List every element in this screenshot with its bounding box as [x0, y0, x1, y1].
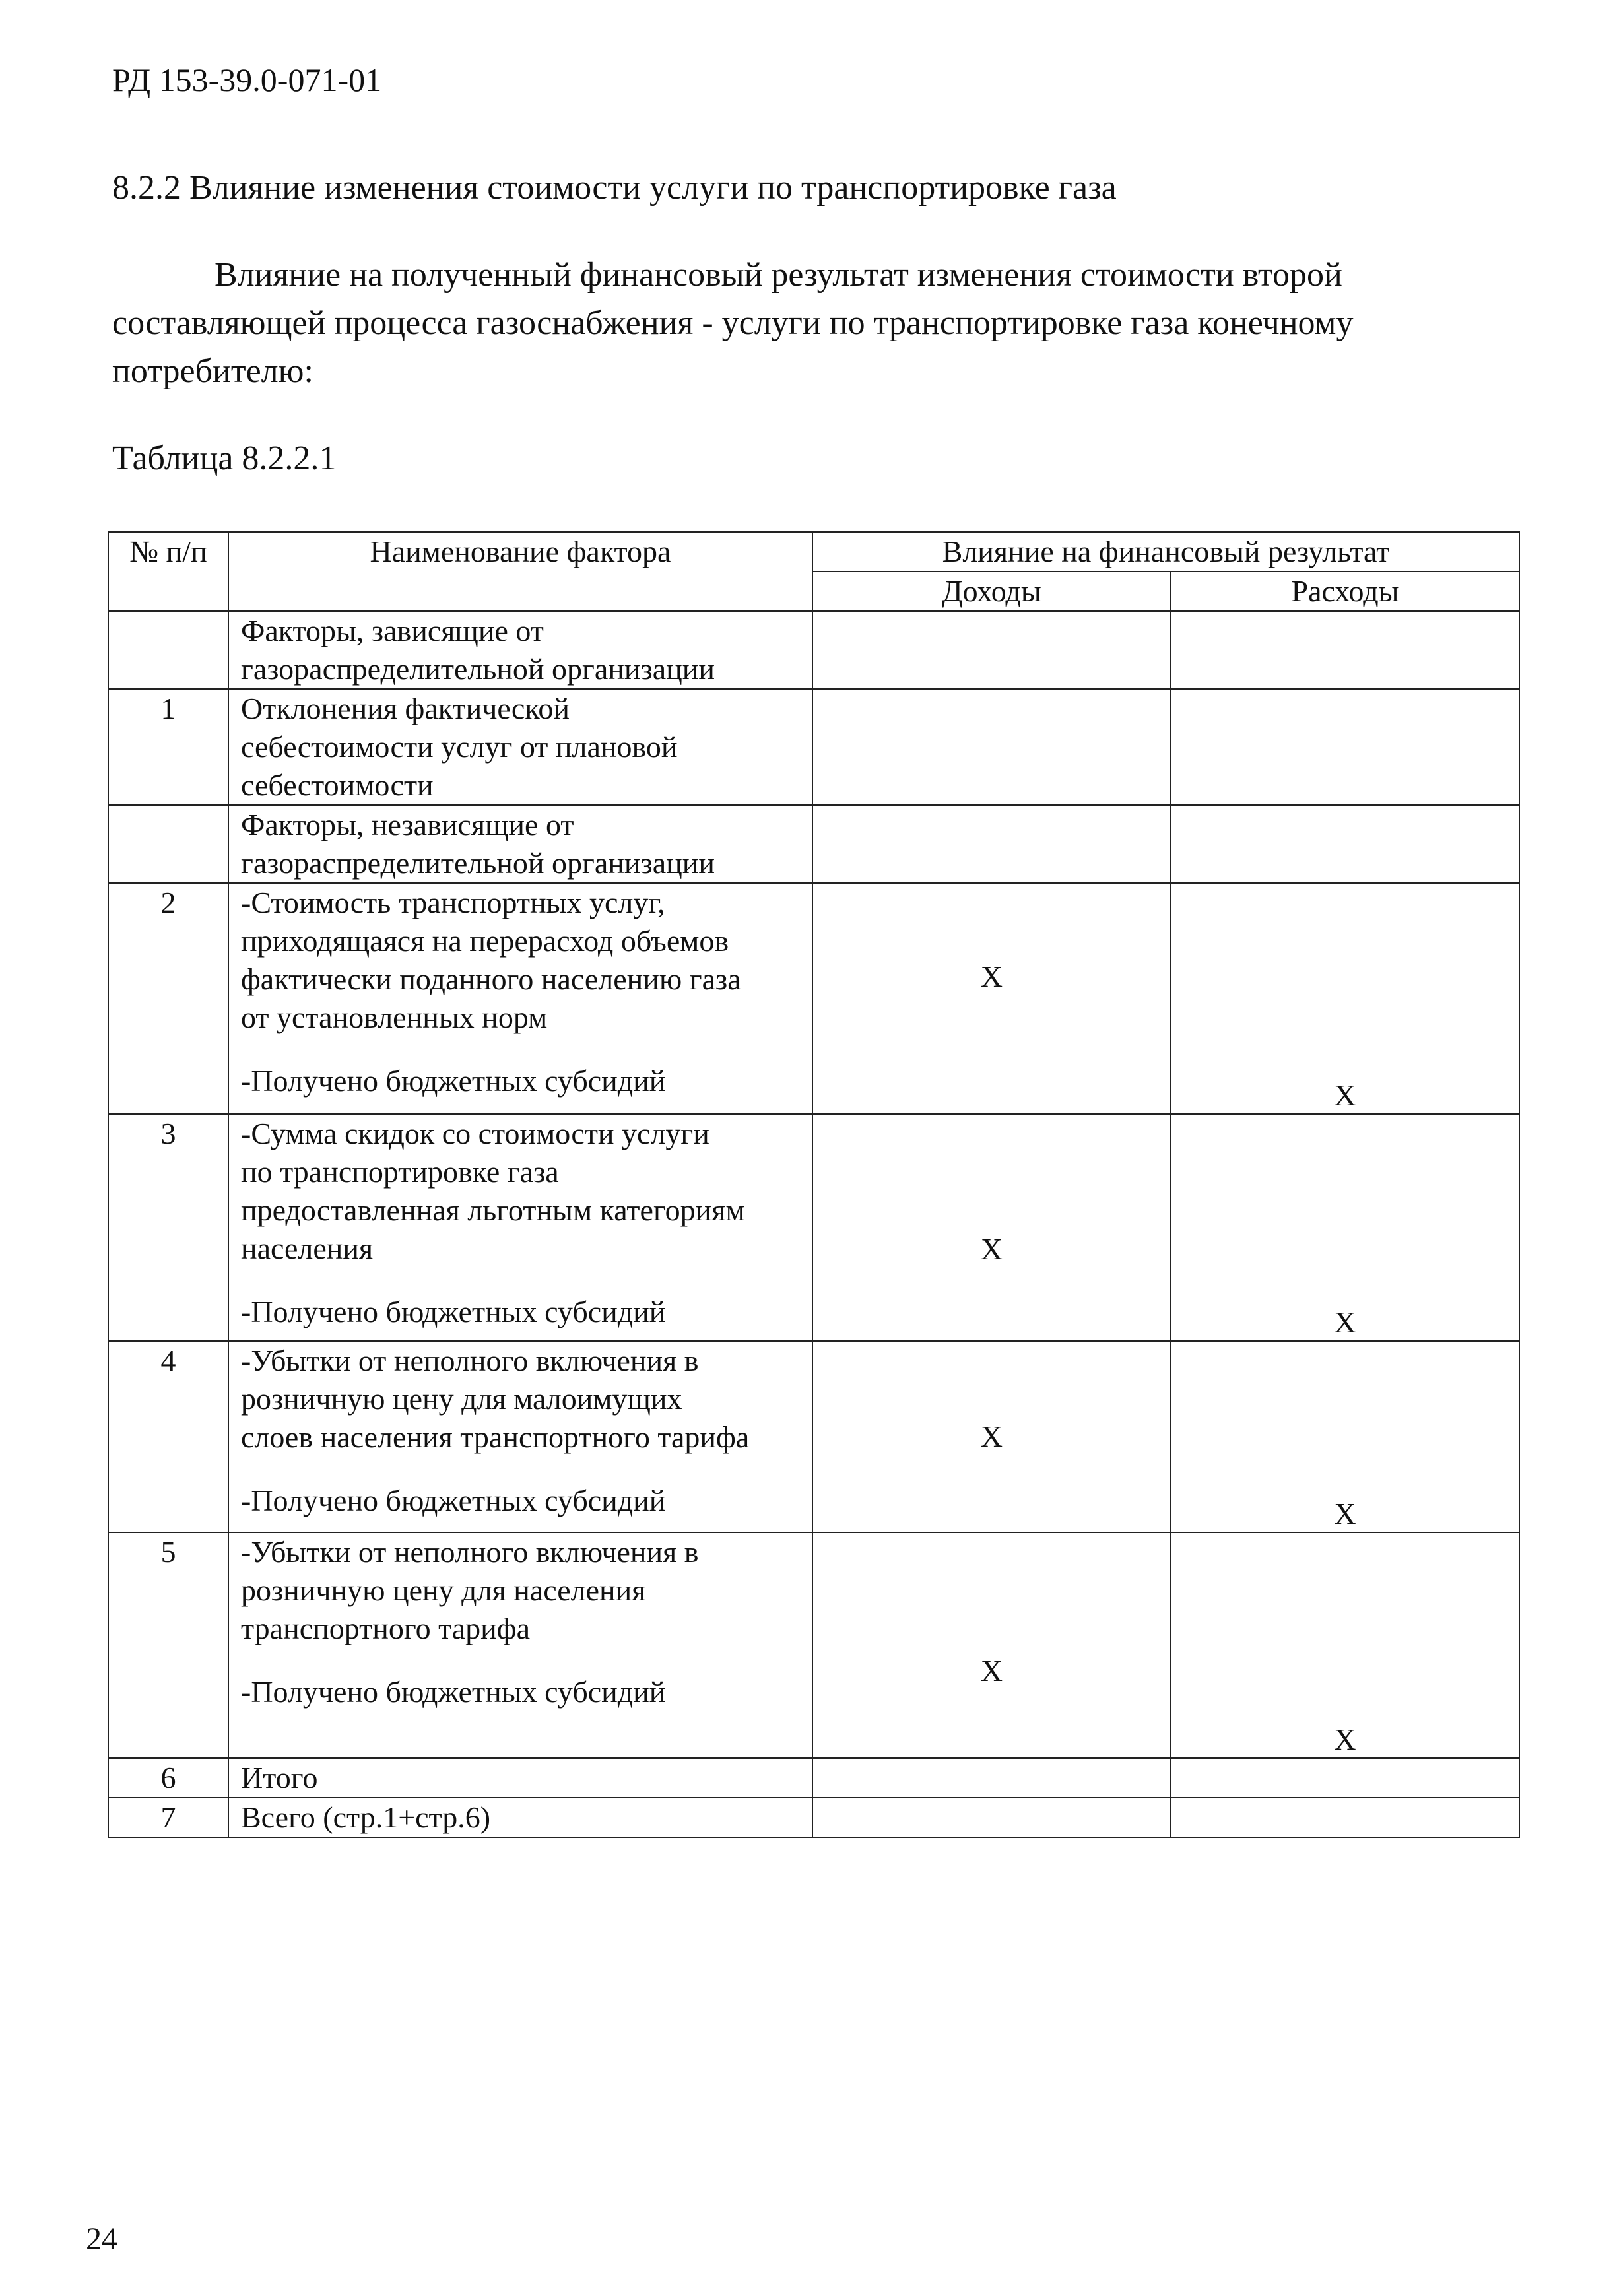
- header-influence: Влияние на финансовый результат: [812, 532, 1519, 572]
- factor-line: транспортного тарифа: [241, 1612, 530, 1645]
- factor-line: розничную цену для малоимущих: [241, 1382, 682, 1416]
- income-cell: [812, 1114, 1171, 1341]
- header-expense: Расходы: [1171, 572, 1519, 611]
- expense-mark: X: [1334, 1305, 1356, 1339]
- factor-line: газораспределительной организации: [241, 652, 715, 686]
- income-mark: X: [980, 960, 1003, 993]
- row-num: 1: [108, 689, 228, 805]
- factor-line: Факторы, независящие от: [241, 808, 574, 841]
- factor-cell: [228, 1341, 812, 1532]
- factor-line: розничную цену для населения: [241, 1573, 646, 1607]
- factor-cell: [228, 1114, 812, 1341]
- table-row: [108, 883, 1519, 1114]
- intro-line-2: составляющей процесса газоснабжения - услуги по транспортировке газа конечному: [112, 304, 1354, 342]
- factor-line: себестоимости: [241, 768, 434, 802]
- factor-cell: [228, 1798, 812, 1837]
- factor-line: слоев населения транспортного тарифа: [241, 1420, 750, 1454]
- header-factor: Наименование фактора: [228, 532, 812, 611]
- factor-line: Итого: [241, 1761, 318, 1794]
- factor-line: Отклонения фактической: [241, 692, 570, 725]
- factor-cell: [228, 805, 812, 883]
- income-cell: [812, 1532, 1171, 1758]
- income-cell: [812, 689, 1171, 805]
- table-row: [108, 1341, 1519, 1532]
- row-num: [108, 611, 228, 689]
- factor-cell: [228, 1758, 812, 1798]
- income-mark: X: [980, 1654, 1003, 1688]
- income-mark: X: [980, 1232, 1003, 1266]
- expense-cell: [1171, 805, 1519, 883]
- income-cell: [812, 1798, 1171, 1837]
- income-cell: [812, 883, 1171, 1114]
- header-num: № п/п: [108, 532, 228, 611]
- expense-cell: [1171, 1341, 1519, 1532]
- intro-line-3: потребителю:: [112, 352, 314, 390]
- factor-line: приходящаяся на перерасход объемов: [241, 924, 729, 958]
- intro-line-1: Влияние на полученный финансовый результат изменения стоимости второй: [214, 256, 1342, 294]
- expense-cell: [1171, 1758, 1519, 1798]
- factor-line: фактически поданного населению газа: [241, 962, 741, 996]
- subsidy-line: -Получено бюджетных субсидий: [241, 1675, 666, 1709]
- row-num: 5: [108, 1532, 228, 1758]
- factor-line: Всего (стр.1+стр.6): [241, 1800, 491, 1834]
- factor-line: -Убытки от неполного включения в: [241, 1344, 699, 1377]
- table-row: [108, 1114, 1519, 1341]
- subsidy-line: -Получено бюджетных субсидий: [241, 1064, 666, 1098]
- factors-table: [108, 531, 1520, 1838]
- table-row: [108, 611, 1519, 689]
- expense-cell: [1171, 1798, 1519, 1837]
- factor-line: -Стоимость транспортных услуг,: [241, 886, 665, 919]
- factor-line: по транспортировке газа: [241, 1155, 559, 1189]
- expense-cell: [1171, 689, 1519, 805]
- section-title: 8.2.2 Влияние изменения стоимости услуги по транспортировке газа: [112, 169, 1117, 207]
- factor-cell: [228, 611, 812, 689]
- table-row: [108, 689, 1519, 805]
- row-num: 7: [108, 1798, 228, 1837]
- table-row: [108, 1532, 1519, 1758]
- factor-line: предоставленная льготным категориям: [241, 1193, 745, 1227]
- row-num: 6: [108, 1758, 228, 1798]
- factor-line: -Сумма скидок со стоимости услуги: [241, 1117, 710, 1150]
- row-num: 2: [108, 883, 228, 1114]
- expense-cell: [1171, 883, 1519, 1114]
- row-num: 3: [108, 1114, 228, 1341]
- subsidy-line: -Получено бюджетных субсидий: [241, 1295, 666, 1328]
- table-row: [108, 805, 1519, 883]
- table-row: [108, 1798, 1519, 1837]
- factor-line: себестоимости услуг от плановой: [241, 730, 678, 764]
- income-cell: [812, 805, 1171, 883]
- income-cell: [812, 1758, 1171, 1798]
- page-number: 24: [86, 2221, 117, 2256]
- factor-line: Факторы, зависящие от: [241, 614, 544, 647]
- table-row: [108, 1758, 1519, 1798]
- intro-paragraph: [112, 251, 1518, 395]
- expense-cell: [1171, 611, 1519, 689]
- income-mark: X: [980, 1420, 1003, 1453]
- factor-line: газораспределительной организации: [241, 846, 715, 880]
- subsidy-line: -Получено бюджетных субсидий: [241, 1484, 666, 1517]
- factor-cell: [228, 883, 812, 1114]
- document-code: РД 153-39.0-071-01: [112, 61, 382, 98]
- table-caption: Таблица 8.2.2.1: [112, 440, 337, 477]
- factor-line: -Убытки от неполного включения в: [241, 1535, 699, 1569]
- factor-cell: [228, 1532, 812, 1758]
- expense-cell: [1171, 1532, 1519, 1758]
- factor-cell: [228, 689, 812, 805]
- factor-line: населения: [241, 1231, 374, 1265]
- expense-mark: X: [1334, 1078, 1356, 1112]
- expense-cell: [1171, 1114, 1519, 1341]
- income-cell: [812, 1341, 1171, 1532]
- row-num: 4: [108, 1341, 228, 1532]
- expense-mark: X: [1334, 1497, 1356, 1530]
- factor-line: от установленных норм: [241, 1000, 548, 1034]
- header-income: Доходы: [812, 572, 1171, 611]
- row-num: [108, 805, 228, 883]
- income-cell: [812, 611, 1171, 689]
- expense-mark: X: [1334, 1722, 1356, 1756]
